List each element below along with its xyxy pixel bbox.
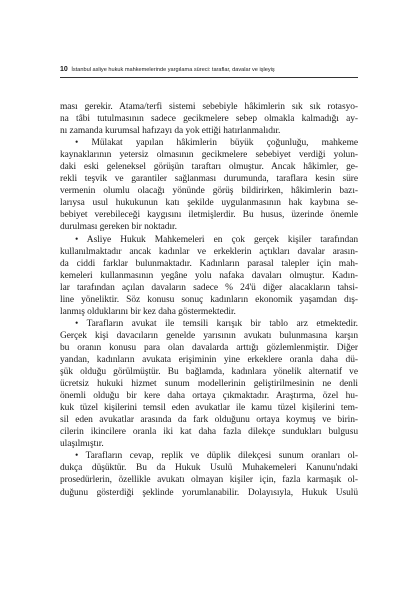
text-line: önemli olduğu bir kere daha ortaya çıkmaktadır. Araştırma, özel hu- — [60, 391, 358, 402]
text-line: ücretsiz hukuki hizmet sunum modellerinin geliştirilmesinin ne denli — [60, 379, 358, 390]
running-header — [60, 66, 358, 74]
text-line: vermenin olumlu olacağı yönünde görüş bildirirken, hâkimlerin bazı- — [60, 186, 358, 197]
text-line: kemeleri kullanmasının yegâne yolu nafaka davaları olmuştur. Kadın- — [60, 270, 358, 281]
text-line: cilerin ikincilere oranla iki kat daha fazla dilekçe sundukları bulgusu — [60, 427, 358, 438]
text-line: Gerçek kişi davacıların genelde yarısının avukatı bulunmasına karşın — [60, 330, 358, 341]
paragraph-intro — [60, 101, 358, 137]
text-line: ması gerekir. Atama/terfi sistemi sebebiyle hâkimlerin sık sık rotasyo- — [60, 102, 358, 112]
paragraph-bullet-interviews — [60, 137, 358, 233]
text-line: şük olduğu görülmüştür. Bu bağlamda, kadınlara yönelik alternatif ve — [60, 367, 358, 378]
text-line: da ciddi farklar bulunmaktadır. Kadınların parasal talepler için mah- — [60, 258, 358, 269]
text-line: kullanılmaktadır ancak kadınlar ve erkeklerin açtıkları davalar arasın- — [60, 246, 358, 257]
text-line: bebiyet verebileceği kaygısını iletmişlerdir. Bu husus, üzerinde önemle — [60, 210, 358, 221]
text-line: daki eski geleneksel görüşün taraftarı olmuştur. Ancak hâkimler, ge- — [60, 162, 358, 173]
text-line: kuk tüzel kişilerini temsil eden avukatlar ile kamu tüzel kişilerini tem- — [60, 403, 358, 414]
text-line: kaynaklarının yetersiz olmasının gecikmelere sebebiyet verdiği yolun- — [60, 150, 358, 161]
paragraph-bullet-courts — [60, 234, 358, 318]
running-title: İstanbul asliye hukuk mahkemelerinde yargılama süreci: taraflar, davalar ve işleyiş — [71, 67, 275, 73]
text-line: lanmış olduklarını bir kez daha göstermektedir. — [60, 306, 236, 317]
text-line: nı zamanda kurumsal hafızayı da yok ettiği hatırlanmalıdır. — [60, 126, 281, 137]
text-line: yandan, kadınların avukata erişiminin yine erkeklere oranla daha dü- — [60, 354, 358, 365]
text-line: sil eden avukatlar arasında da fark olduğunu ortaya koymuş ve birin- — [60, 415, 358, 426]
text-line: lar tarafından açılan davaların sadece % 24'ü diğer alacakların tahsi- — [60, 282, 358, 293]
text-line: • Mülakat yapılan hâkimlerin büyük çoğunluğu, mahkeme — [75, 138, 358, 149]
text-line: • Tarafların cevap, replik ve düplik dilekçesi sunum oranları ol- — [75, 451, 358, 462]
paragraph-bullet-petitions — [60, 450, 358, 498]
text-line: na tâbi tutulmasının sadece gecikmelere sebep olmakla kalmadığı ay- — [60, 114, 358, 125]
text-line: prosedürlerin, özellikle avukatı olmayan kişiler için, fazla karmaşık ol- — [60, 475, 358, 486]
text-line: rekli teşvik ve garantiler sağlanması durumunda, taraflara kesin süre — [60, 174, 358, 185]
page-number: 10 — [60, 66, 68, 73]
paragraph-bullet-representation — [60, 318, 358, 451]
text-line: • Tarafların avukat ile temsili karışık bir tablo arz etmektedir. — [75, 318, 358, 329]
text-line: dukça düşüktür. Bu da Hukuk Usulü Muhakemeleri Kanunu'ndaki — [60, 463, 358, 474]
text-line: larıysa usul hukukunun katı şekilde uygulanmasının hak kaybına se- — [60, 198, 358, 209]
text-line: line yöneliktir. Söz konusu sonuç kadınların ekonomik yaşamdan dış- — [60, 294, 358, 305]
header-rule — [60, 77, 358, 78]
text-line: duğunu gösterdiği şeklinde yorumlanabilir. Dolayısıyla, Hukuk Usulü — [60, 487, 358, 498]
text-line: durulması gereken bir noktadır. — [60, 222, 177, 233]
text-line: bu oranın konusu para olan davalarda arttığı gözlemlenmiştir. Diğer — [60, 342, 358, 353]
text-line: • Asliye Hukuk Mahkemeleri en çok gerçek kişiler tarafından — [75, 234, 358, 245]
text-line: ulaşılmıştır. — [60, 439, 104, 450]
body-text — [60, 101, 358, 499]
